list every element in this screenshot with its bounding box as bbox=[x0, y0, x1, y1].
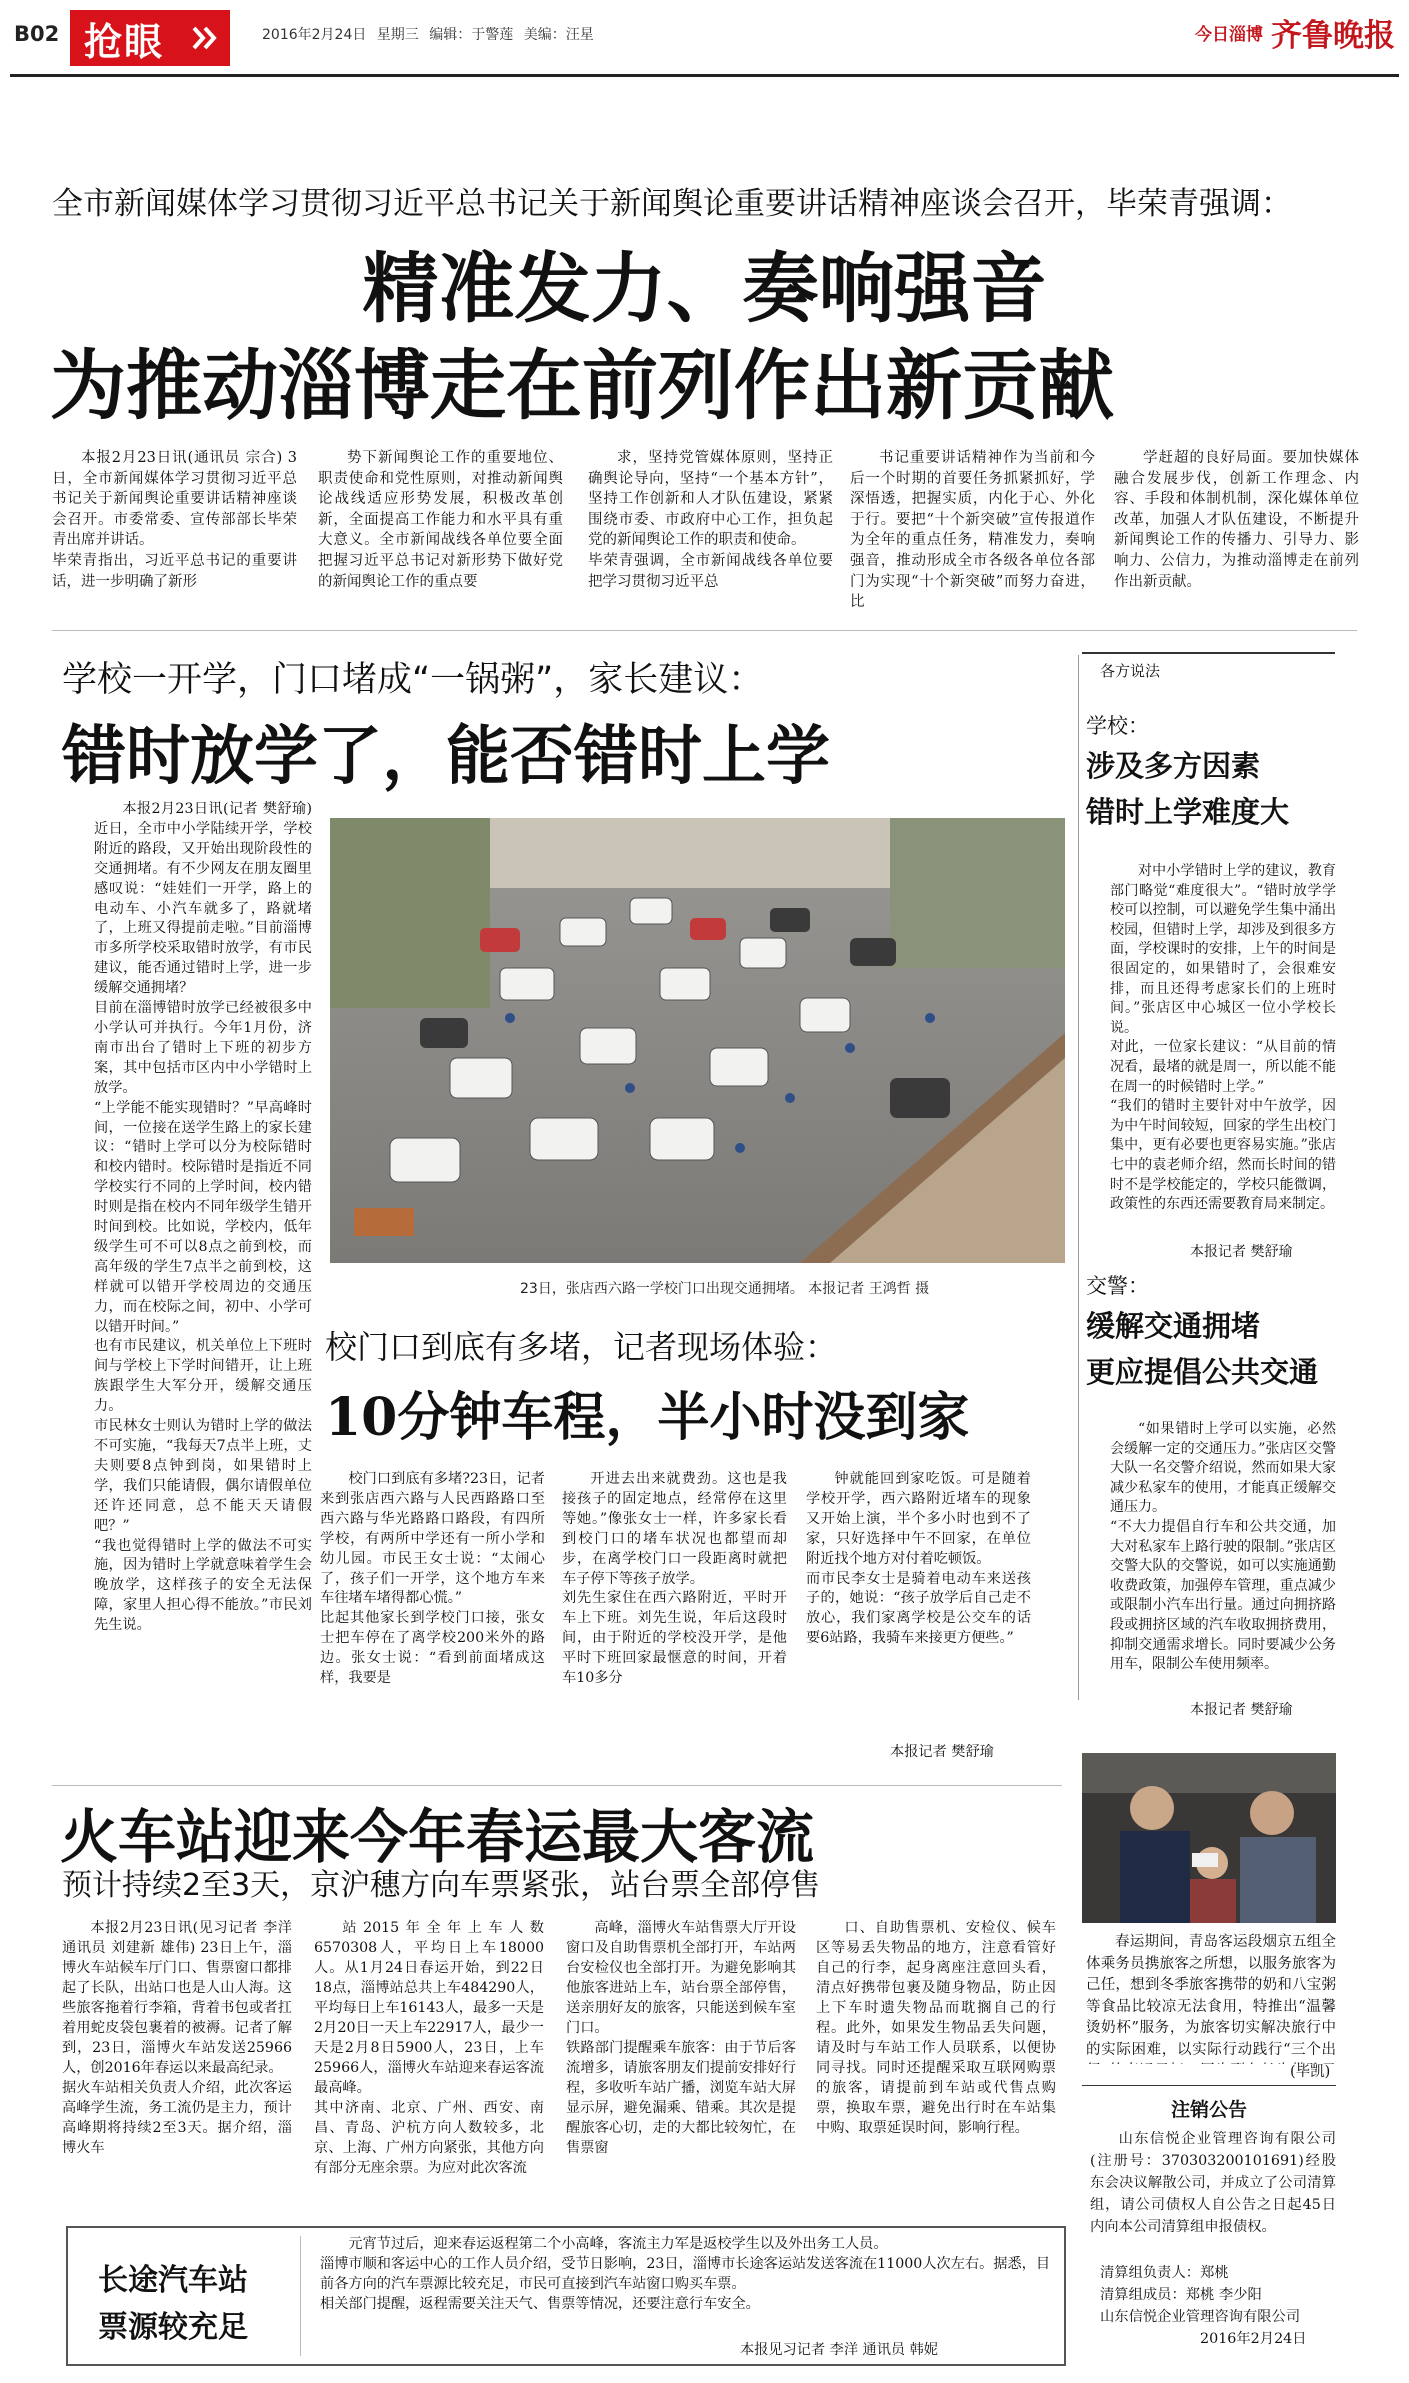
bus-box-divider bbox=[300, 2236, 301, 2356]
story2-text: 本报2月23日讯(记者 樊舒瑜) 近日，全市中小学陆续开学，学校附近的路段，又开始出现阶段性的交通拥堵。有不少网友在朋友圈里感叹说：“娃娃们一开学，路上的电动车、小汽车就多了，路就堵了，上班又得提前走啦。”目前淄博市多所学校采取错时放学，有市民建议，能否通过错时上学，进一步缓解交通拥堵？ 目前在淄博错时放学已经被很多中小学认可并执行。今年1月份，济南市出台了错时上下班的初步方案，其中包括市区内中小学错时上放学。 “上学能不能实现错时？”早高峰时间，一位接在送学生路上的家长建议：“错时上学可以分为校际错时和校内错时。校际错时是指近不同学校实行不同的上学时间，校内错时则是指在校内不同年级学生错开时间到校。比如说，学校内，低年级学生可不可以8点之前到校，而高年级的学生7点半之前到校，这样就可以错开学校周边的交通压力，而在校际之间，初中、小学可以错开时间。” 也有市民建议，机关单位上下班时间与学校上下学时间错开，让上班族跟学生大军分开，缓解交通压力。 市民林女士则认为错时上学的做法不可实施，“我每天7点半上班，丈夫则要8点钟到岗，如果错时上学，我们只能请假，偶尔请假单位还许还同意，总不能天天请假吧？” “我也觉得错时上学的做法不可实施，因为错时上学就意味着学生会晚放学，这样孩子的安全无法保障，家里人担心得不能放。”市民刘先生说。 bbox=[94, 801, 312, 1634]
story1-col-3: 求，坚持党管媒体原则，坚持正确舆论导向，坚持“一个基本方针”，坚持工作创新和人才队伍建设，紧紧围绕市委、市政府中心工作，担负起党的新闻舆论工作的职责和使命。 毕荣青强调，全市新闻战线各单位要把学习贯彻习近平总 bbox=[588, 450, 833, 590]
train-photo-text: 春运期间，青岛客运段烟京五组全体乘务员携旅客之所想，以服务旅客为己任，想到冬季旅客携带的奶和八宝粥等食品比较凉无法食用，特推出“温馨烫奶杯”服务，为旅客切实解决旅行中的实际困难，以实际行动践行“三个出 bbox=[1086, 1934, 1336, 2058]
sidebar-s2-title-1: 缓解交通拥堵 bbox=[1086, 1309, 1261, 1343]
section-label-text: 抢眼 bbox=[84, 19, 165, 64]
story1-title-2: 为推动淄博走在前列作出新贡献 bbox=[50, 341, 1114, 430]
notice-rule bbox=[1082, 2085, 1336, 2086]
story1-col-2: 势下新闻舆论工作的重要地位、职责使命和党性原则，对推动新闻舆论战线适应形势发展，积极改革创新，全面提高工作能力和水平具有重大意义。全市新闻战线各单位要全面把握习近平总书记对新形势下做好党的新闻舆论工作的重点要 bbox=[318, 450, 563, 590]
train-photo-byline: (毕凯) bbox=[1290, 2064, 1331, 2080]
brand bbox=[1195, 10, 1395, 55]
sidebar-s1-byline: 本报记者 樊舒瑜 bbox=[1190, 1244, 1293, 1260]
story4-divider bbox=[52, 1785, 1062, 1786]
story2-kicker: 学校一开学，门口堵成“一锅粥”，家长建议： bbox=[62, 660, 764, 700]
story1-title-1: 精准发力、奏响强音 bbox=[362, 244, 1047, 333]
notice-text: 山东信悦企业管理咨询有限公司(注册号：370303200101691)经股东会决议解散公司，并成立了公司清算组，请公司债权人自公告之日起45日内向本公司清算组申报债权。 bbox=[1090, 2131, 1336, 2235]
story3-col-3: 钟就能回到家吃饭。可是随着学校开学，西六路附近堵车的现象又开始上演，半个多小时也到不了家，只好选择中午不回家，在单位附近找个地方对付着吃顿饭。 而市民李女士是骑着电动车来送孩子的，她说：“孩子放学后自己走不放心，我们家离学校是公交车的话要6站路，我骑车来接更方便些。” bbox=[806, 1471, 1031, 1647]
header-rule bbox=[10, 74, 1399, 77]
story3-col-1: 校门口到底有多堵?23日，记者来到张店西六路与人民西路路口至西六路与华光路路口路段，有四所学校，有两所中学还有一所小学和幼儿园。市民王女士说：“太闹心了，孩子们一开学，这个地方车来车往堵车堵得都心慌。” 比起其他家长到学校门口接，张女士把车停在了离学校200米外的路边。张女士说：“看到前面堵成这样，我要是 bbox=[320, 1471, 545, 1687]
bus-station-byline: 本报见习记者 李洋 通讯员 韩妮 bbox=[740, 2342, 938, 2358]
sidebar-s2-title-2: 更应提倡公共交通 bbox=[1086, 1355, 1319, 1389]
story4-col-2: 站2015年全年上车人数6570308人，平均日上车18000人。从1月24日春运开始，到22日18点，淄博站总共上车484290人，平均每日上车16143人，最多一天是2月20日一天上车22917人，最少一天是2月8日5900人，23日，上车25966人，淄博火车站迎来春运客流最高峰。 其中济南、北京、广州、西安、南昌、青岛、沪杭方向人数较多，北京、上海、广州方向紧张，其他方向有部分无座余票。为应对此次客流 bbox=[314, 1920, 544, 2176]
story4-subtitle: 预计持续2至3天，京沪穗方向车票紧张，站台票全部停售 bbox=[62, 1868, 821, 1903]
sidebar-s1-title-2: 错时上学难度大 bbox=[1086, 795, 1290, 829]
story3-kicker: 校门口到底有多堵，记者现场体验： bbox=[325, 1328, 838, 1366]
story1-divider bbox=[52, 630, 1357, 631]
traffic-photo-image bbox=[330, 818, 1065, 1263]
notice-line: 2016年2月24日 bbox=[1200, 2331, 1307, 2347]
notice-line: 山东信悦企业管理咨询有限公司 bbox=[1100, 2309, 1301, 2325]
sidebar-header: 各方说法 bbox=[1100, 662, 1161, 680]
double-chevron-icon bbox=[190, 24, 220, 52]
page-number: B02 bbox=[14, 22, 60, 46]
bus-box-title-2: 票源较充足 bbox=[98, 2310, 248, 2345]
story4-col-3: 高峰，淄博火车站售票大厅开设窗口及自助售票机全部打开，车站两台安检仪也全部打开。为避免影响其他旅客进站上车，站台票全部停售，送亲朋好友的旅客，只能送到候车室门口。 铁路部门提醒乘车旅客：由于节后客流增多，请旅客朋友们提前安排好行程，多收听车站广播，浏览车站大屏显示屏，避免漏乘、错乘。其次是提醒旅客心切，走的大都比较匆忙，在售票窗 bbox=[566, 1920, 796, 2156]
traffic-photo bbox=[330, 818, 1065, 1263]
sidebar-s1-title-1: 涉及多方因素 bbox=[1086, 749, 1261, 783]
bus-box-title-1: 长途汽车站 bbox=[98, 2263, 248, 2298]
brand-small: 今日淄博 bbox=[1195, 25, 1263, 45]
story4-title: 火车站迎来今年春运最大客流 bbox=[60, 1803, 815, 1871]
issue-info: 2016年2月24日 星期三 编辑：于警莲 美编：汪星 bbox=[262, 27, 594, 43]
bus-station-text: 元宵节过后，迎来春运返程第二个小高峰，客流主力军是返校学生以及外出务工人员。 淄博市顺和客运中心的工作人员介绍，受节日影响，23日，淄博市长途客运站发送客流在11000人次左右。据悉，目前各方向的汽车票源比较充足，市民可直接到汽车站窗口购买车票。 相关部门提醒，返程需要关注天气、售票等情况，还要注意行车安全。 bbox=[320, 2236, 1050, 2312]
sidebar-s2-text: “如果错时上学可以实施，必然会缓解一定的交通压力。”张店区交警大队一名交警介绍说，然而如果大家减少私家车的使用，才能真正缓解交通压力。 “不大力提倡自行车和公共交通，加大对私家车上路行驶的限制。”张店区交警大队的交警说，如可以实施通勤收费政策，加强停车管理，重点减少或限制小汽车出行量。通过向拥挤路段或拥挤区域的汽车收取拥挤费用，抑制交通需求增长。同时要减少公务用车，限制公车使用频率。 bbox=[1110, 1421, 1336, 1673]
story1-col-5: 学赶超的良好局面。要加快媒体融合发展步伐，创新工作理念、内容、手段和体制机制，深化媒体单位改革，加强人才队伍建设，不断提升新闻舆论工作的传播力、引导力、影响力、公信力，为推动淄博走在前列作出新贡献。 bbox=[1114, 450, 1359, 590]
sidebar-divider bbox=[1078, 655, 1079, 1700]
story1-kicker: 全市新闻媒体学习贯彻习近平总书记关于新闻舆论重要讲话精神座谈会召开，毕荣青强调： bbox=[52, 186, 1292, 222]
sidebar-s1-label: 学校： bbox=[1086, 714, 1149, 738]
train-photo-image bbox=[1082, 1753, 1336, 1923]
sidebar-top-rule bbox=[1082, 652, 1335, 654]
brand-logo: 齐鲁晚报 bbox=[1271, 18, 1395, 54]
story2-title: 错时放学了，能否错时上学 bbox=[62, 719, 830, 794]
sidebar-s1-text: 对中小学错时上学的建议，教育部门略觉“难度很大”。“错时放学学校可以控制，可以避免学生集中涌出校园，但错时上学，却涉及到很多方面，学校课时的安排，上午的时间是很固定的，如果错时了，会很难安排，而且还得考虑家长们的上班时间。”张店区中心城区一位小学校长说。 对此，一位家长建议：“从目前的情况看，最堵的就是周一，所以能不能在周一的时候错时上学。” “我们的错时主要针对中午放学，因为中午时间较短，回家的学生出校门集中，更有必要也更容易实施。”张店七中的袁老师介绍，然而长时间的错时不是学校能定的，学校只能微调，政策性的东西还需要教育局来制定。 bbox=[1110, 863, 1336, 1213]
story3-title: 10分钟车程，半小时没到家 bbox=[325, 1387, 970, 1448]
story3-col-2: 开进去出来就费劲。这也是我接孩子的固定地点，经常停在这里等她。”像张女士一样，许多家长看到校门口的堵车状况也都望而却步，在离学校门口一段距离时就把车子停下等孩子放学。 刘先生家住在西六路附近，平时开车上下班。刘先生说，年后这段时间，由于附近的学校没开学，是他平时下班回家最惬意的时间，开着车10多分 bbox=[562, 1471, 787, 1687]
traffic-photo-caption: 23日，张店西六路一学校门口出现交通拥堵。 本报记者 王鸿哲 摄 bbox=[520, 1281, 930, 1297]
story1-col-1: 本报2月23日讯(通讯员 宗合) 3日，全市新闻媒体学习贯彻习近平总书记关于新闻舆论重要讲话精神座谈会召开。市委常委、宣传部部长毕荣青出席并讲话。 毕荣青指出，习近平总书记的重要讲话，进一步明确了新形 bbox=[52, 450, 297, 590]
story4-col-1: 本报2月23日讯(见习记者 李洋 通讯员 刘建新 雄伟) 23日上午，淄博火车站候车厅门口、售票窗口都排起了长队，出站口也是人山人海。这些旅客拖着行李箱，背着书包或者扛着用蛇皮袋包裹着的被褥。记者了解到，23日，淄博火车站发送25966人，创2016年春运以来最高纪录。 据火车站相关负责人介绍，此次客运高峰学生流，务工流仍是主力，预计高峰期将持续2至3天。据介绍，淄博火车 bbox=[62, 1920, 292, 2156]
train-photo bbox=[1082, 1753, 1336, 1923]
sidebar-s2-byline: 本报记者 樊舒瑜 bbox=[1190, 1702, 1293, 1718]
notice-line: 清算组成员：郑桃 李少阳 bbox=[1100, 2287, 1262, 2303]
notice-line: 清算组负责人：郑桃 bbox=[1100, 2265, 1229, 2281]
sidebar-s2-label: 交警： bbox=[1086, 1274, 1149, 1298]
story4-col-4: 口、自助售票机、安检仪、候车区等易丢失物品的地方，注意看管好自己的行李，起身离座注意回头看，清点好携带包裹及随身物品，防止因上下车时遗失物品而耽搁自己的行程。此外，如果发生物品丢失问题，请及时与车站工作人员联系，以便协同寻找。同时还提醒采取互联网购票的旅客，请提前到车站或代售点购票，换取车票，避免出行时在车站集中购、取票延误时间，影响行程。 bbox=[816, 1920, 1056, 2136]
story1-col-4: 书记重要讲话精神作为当前和今后一个时期的首要任务抓紧抓好，学深悟透，把握实质，内化于心、外化于行。要把“十个新突破”宣传报道作为全年的重点任务，精准发力，奏响强音，推动形成全市各级各单位各部门为实现“十个新突破”而努力奋进，比 bbox=[850, 450, 1095, 611]
notice-title: 注销公告 bbox=[1170, 2099, 1247, 2121]
story3-byline: 本报记者 樊舒瑜 bbox=[890, 1744, 994, 1760]
